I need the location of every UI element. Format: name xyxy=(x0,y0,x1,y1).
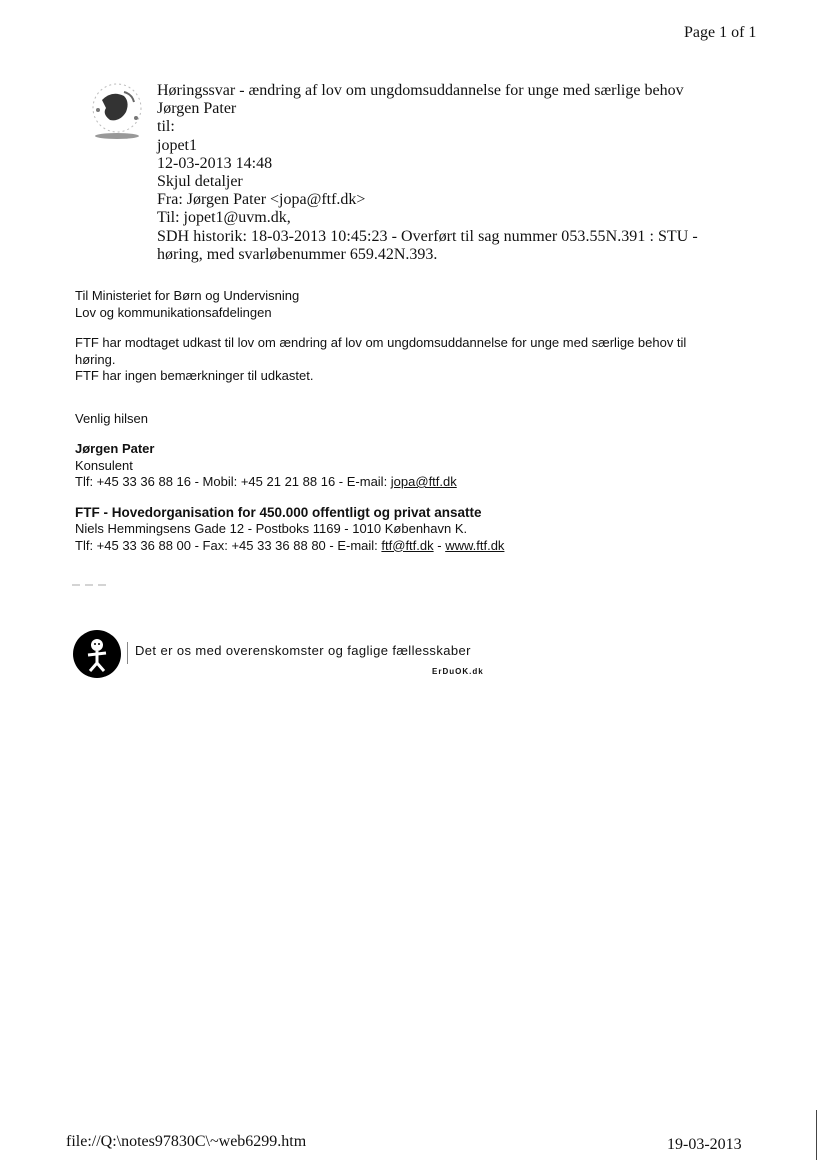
body-text-line-1: FTF har modtaget udkast til lov om ændring af lov om ungdomsuddannelse for unge med særlige behov til xyxy=(75,335,687,350)
scan-edge-line xyxy=(816,1110,817,1160)
to-label: til: xyxy=(157,118,175,136)
hide-details-link[interactable]: Skjul detaljer xyxy=(157,173,243,191)
recipient: jopet1 xyxy=(157,136,197,154)
to-line: Til: jopet1@uvm.dk, xyxy=(157,209,291,227)
sdh-history-line-1: SDH historik: 18-03-2013 10:45:23 - Overført til sag nummer 053.55N.391 : STU - xyxy=(157,227,698,245)
address-line-2: Lov og kommunikationsafdelingen xyxy=(75,304,272,320)
signature-contact xyxy=(75,474,775,491)
org-name: FTF - Hovedorganisation for 450.000 offentligt og privat ansatte xyxy=(75,504,482,520)
globe-avatar-icon xyxy=(84,78,150,144)
greeting: Venlig hilsen xyxy=(75,410,148,426)
org-contact-text: Tlf: +45 33 36 88 00 - Fax: +45 33 36 88 80 - E-mail: xyxy=(75,537,382,553)
body-text-line-3: FTF har ingen bemærkninger til udkastet. xyxy=(75,368,314,383)
erduok-logo-icon[interactable] xyxy=(73,630,121,678)
sender-name: Jørgen Pater xyxy=(157,100,237,118)
org-website-link[interactable]: www.ftf.dk xyxy=(445,537,505,553)
footer-file-path: file://Q:\notes97830C\~web6299.htm xyxy=(66,1133,307,1150)
org-contact xyxy=(75,538,775,555)
signature-name: Jørgen Pater xyxy=(75,441,155,456)
signature-divider xyxy=(72,582,112,588)
signature-email-link[interactable]: jopa@ftf.dk xyxy=(390,474,457,489)
from-line: Fra: Jørgen Pater <jopa@ftf.dk> xyxy=(157,191,366,209)
org-separator: - xyxy=(433,537,446,553)
body-text-line-2: høring. xyxy=(75,351,116,367)
banner-slogan: Det er os med overenskomster og faglige fællesskaber xyxy=(135,643,471,658)
signature-contact-text: Tlf: +45 33 36 88 16 - Mobil: +45 21 21 88 16 - E-mail: xyxy=(75,474,391,489)
signature-title: Konsulent xyxy=(75,457,133,473)
banner-site[interactable]: ErDuOK.dk xyxy=(432,667,484,676)
stick-figure-icon xyxy=(73,630,121,678)
banner-divider xyxy=(127,642,128,664)
email-header xyxy=(157,82,698,264)
address-line-1: Til Ministeriet for Børn og Undervisning xyxy=(75,288,300,303)
page-indicator: Page 1 of 1 xyxy=(684,24,757,41)
sent-datetime: 12-03-2013 14:48 xyxy=(157,154,273,172)
email-body xyxy=(75,288,775,568)
org-address: Niels Hemmingsens Gade 12 - Postboks 1169 - 1010 København K. xyxy=(75,521,468,536)
email-subject: Høringssvar - ændring af lov om ungdomsuddannelse for unge med særlige behov xyxy=(157,82,684,99)
footer-print-date: 19-03-2013 xyxy=(667,1136,742,1153)
org-email-link[interactable]: ftf@ftf.dk xyxy=(381,537,434,553)
sdh-history-line-2: høring, med svarløbenummer 659.42N.393. xyxy=(157,245,438,263)
